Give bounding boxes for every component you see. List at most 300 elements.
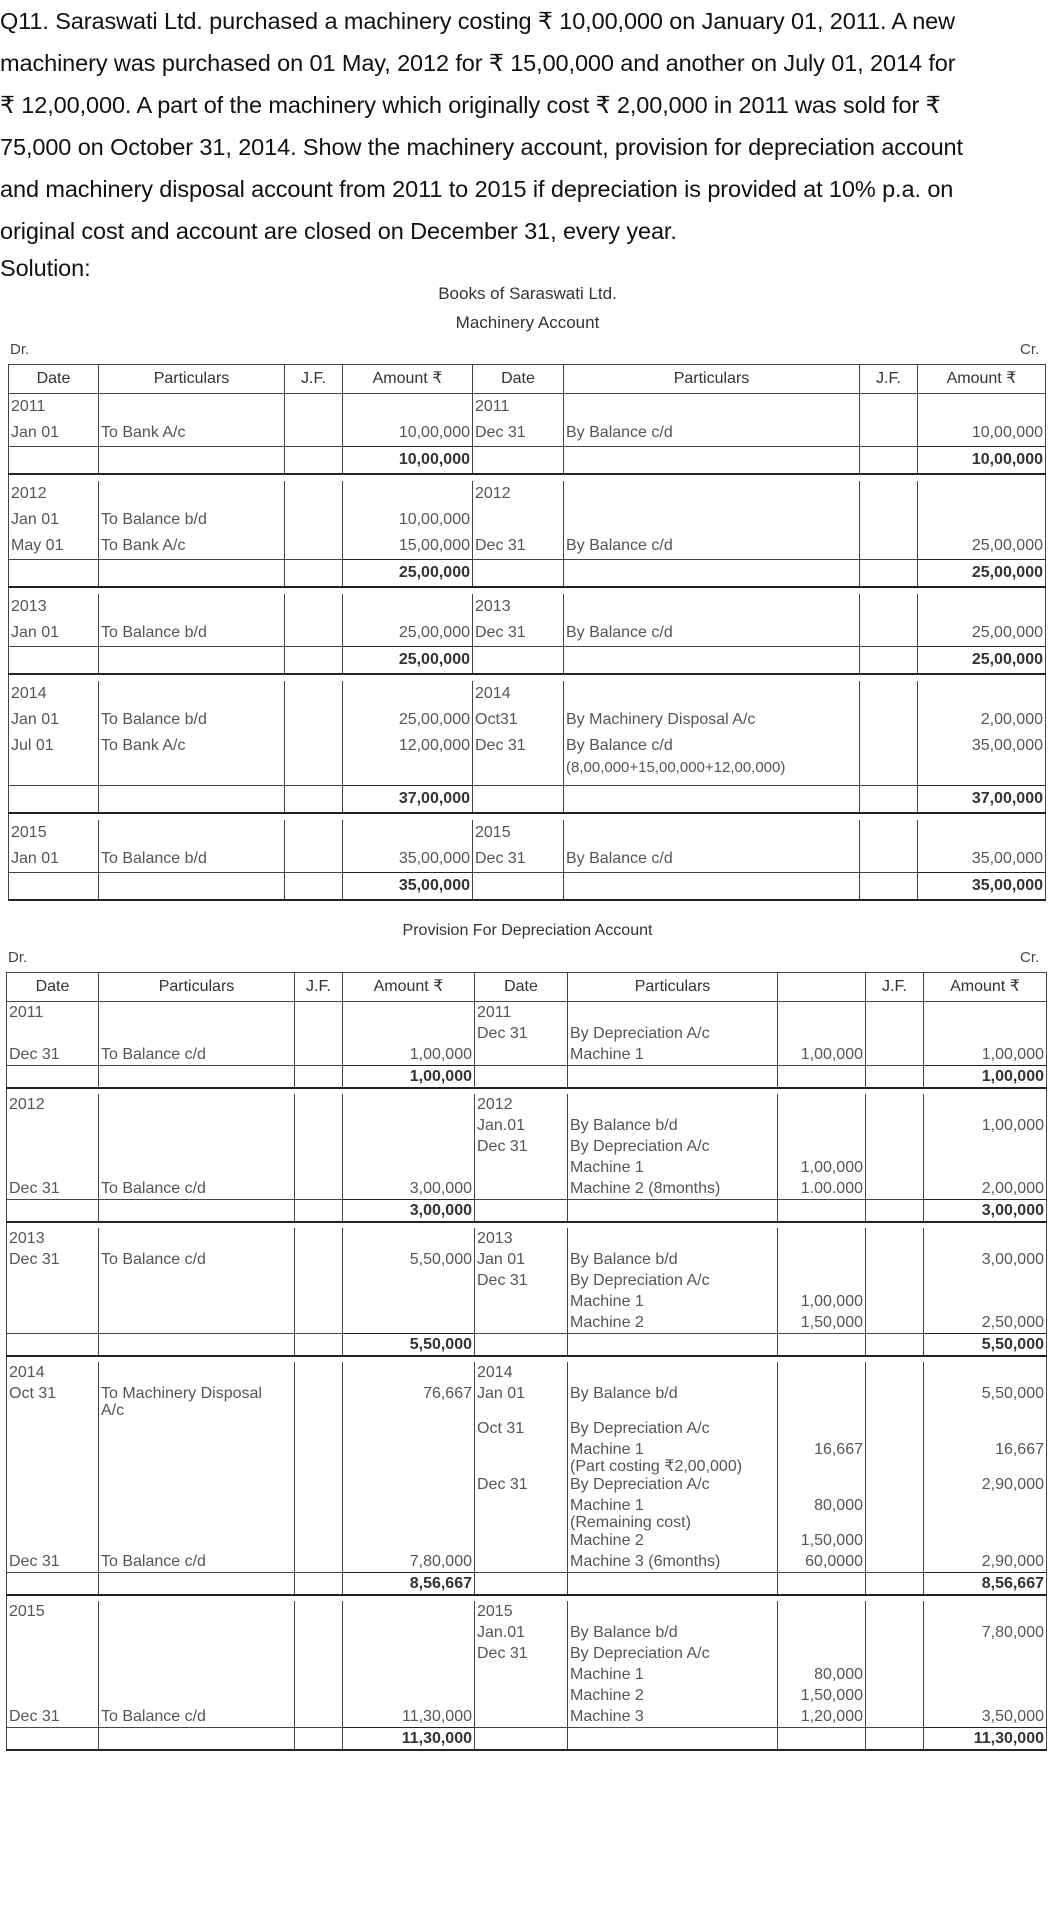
jf-cell <box>295 1115 343 1136</box>
amount-cell <box>343 1136 475 1157</box>
jf-cell <box>295 1249 343 1270</box>
total-amount-cell: 11,30,000 <box>343 1728 475 1751</box>
amount-cell: 16,667 <box>924 1439 1047 1460</box>
particulars-cell <box>99 1460 295 1474</box>
particulars-cell <box>564 820 860 846</box>
particulars-cell: To Balance c/d <box>99 1044 295 1066</box>
jf-cell <box>295 1516 343 1530</box>
jf-cell <box>866 1418 924 1439</box>
empty-cell <box>778 1334 866 1357</box>
header-particulars: Particulars <box>99 365 285 394</box>
header-amount: Amount ₹ <box>924 973 1047 1002</box>
particulars-cell: By Depreciation A/c <box>568 1023 778 1044</box>
empty-cell <box>568 1200 778 1223</box>
date-cell: 2012 <box>7 1094 99 1115</box>
particulars-cell <box>99 1664 295 1685</box>
empty-cell <box>285 647 343 675</box>
empty-cell <box>9 786 99 814</box>
total-amount-cell: 11,30,000 <box>924 1728 1047 1751</box>
jf-cell <box>866 1622 924 1643</box>
table-row <box>9 620 1046 647</box>
jf-cell <box>860 820 918 846</box>
sub-amount-cell <box>778 1418 866 1439</box>
gap-cell <box>9 813 1046 820</box>
question-text <box>0 0 1055 284</box>
particulars-cell <box>99 820 285 846</box>
date-cell: Dec 31 <box>7 1178 99 1200</box>
date-cell: Jan 01 <box>475 1249 568 1270</box>
spacer-cell <box>9 777 99 786</box>
table-row <box>9 733 1046 759</box>
particulars-cell: (8,00,000+15,00,000+12,00,000) <box>564 759 860 777</box>
total-amount-cell: 5,50,000 <box>924 1334 1047 1357</box>
empty-cell <box>778 1728 866 1751</box>
date-cell: Dec 31 <box>473 846 564 873</box>
particulars-cell <box>99 1228 295 1249</box>
total-row <box>9 647 1046 675</box>
jf-cell <box>866 1115 924 1136</box>
empty-cell <box>295 1573 343 1596</box>
provision-account-title: Provision For Depreciation Account <box>402 922 653 939</box>
machinery-account-title: Machinery Account <box>455 313 600 332</box>
jf-cell <box>285 820 343 846</box>
date-cell: Jan 01 <box>9 507 99 533</box>
header-jf: J.F. <box>285 365 343 394</box>
jf-cell <box>285 681 343 707</box>
amount-cell <box>343 1601 475 1622</box>
date-cell: Dec 31 <box>473 620 564 647</box>
particulars-cell <box>568 1362 778 1383</box>
date-cell <box>475 1530 568 1551</box>
jf-cell <box>295 1136 343 1157</box>
jf-cell <box>295 1685 343 1706</box>
amount-cell: 15,00,000 <box>343 533 473 560</box>
empty-cell <box>99 1066 295 1089</box>
amount-cell: 7,80,000 <box>343 1551 475 1573</box>
particulars-cell <box>99 1002 295 1024</box>
date-cell <box>473 759 564 777</box>
total-amount-cell: 8,56,667 <box>924 1573 1047 1596</box>
jf-cell <box>860 481 918 507</box>
sub-amount-cell: 1.00.000 <box>778 1178 866 1200</box>
date-cell <box>475 1706 568 1728</box>
particulars-cell: To Balance b/d <box>99 620 285 647</box>
table-row <box>9 533 1046 560</box>
spacer-cell <box>99 777 285 786</box>
empty-cell <box>99 786 285 814</box>
jf-cell <box>866 1551 924 1573</box>
header-particulars: Particulars <box>99 973 295 1002</box>
empty-cell <box>7 1334 99 1357</box>
solution-label: Solution: <box>0 255 91 281</box>
amount-cell <box>343 1685 475 1706</box>
amount-cell <box>924 1418 1047 1439</box>
table-row <box>9 707 1046 733</box>
amount-cell: 2,00,000 <box>924 1178 1047 1200</box>
header-date: Date <box>473 365 564 394</box>
particulars-cell <box>99 759 285 777</box>
particulars-cell: By Balance c/d <box>564 733 860 759</box>
amount-cell: 25,00,000 <box>918 620 1046 647</box>
header-jf: J.F. <box>860 365 918 394</box>
jf-cell <box>295 1291 343 1312</box>
particulars-cell: To Balance b/d <box>99 707 285 733</box>
question-line: original cost and account are closed on December 31, every year. <box>0 218 677 244</box>
gap-row <box>9 474 1046 481</box>
empty-cell <box>99 1573 295 1596</box>
total-row <box>7 1728 1047 1751</box>
jf-cell <box>295 1002 343 1024</box>
empty-cell <box>564 447 860 475</box>
table-row <box>7 1291 1047 1312</box>
particulars-cell: By Depreciation A/c <box>568 1474 778 1495</box>
particulars-cell: To Bank A/c <box>99 733 285 759</box>
gap-row <box>9 813 1046 820</box>
total-row <box>9 873 1046 901</box>
amount-cell <box>343 1270 475 1291</box>
particulars-cell <box>99 1530 295 1551</box>
amount-cell <box>924 1460 1047 1474</box>
total-amount-cell: 3,00,000 <box>343 1200 475 1223</box>
date-cell: Jan 01 <box>9 846 99 873</box>
empty-cell <box>285 560 343 588</box>
jf-cell <box>295 1474 343 1495</box>
amount-cell <box>343 594 473 620</box>
table-row <box>9 846 1046 873</box>
date-cell: 2012 <box>9 481 99 507</box>
date-cell <box>475 1178 568 1200</box>
amount-cell: 10,00,000 <box>918 420 1046 447</box>
jf-cell <box>866 1002 924 1024</box>
empty-cell <box>866 1728 924 1751</box>
particulars-cell: (Part costing ₹2,00,000) <box>568 1460 778 1474</box>
total-amount-cell: 25,00,000 <box>343 647 473 675</box>
jf-cell <box>866 1643 924 1664</box>
jf-cell <box>285 759 343 777</box>
particulars-cell: (Remaining cost) <box>568 1516 778 1530</box>
empty-cell <box>99 1334 295 1357</box>
sub-amount-cell: 80,000 <box>778 1495 866 1516</box>
table-row <box>7 1157 1047 1178</box>
empty-cell <box>866 1573 924 1596</box>
jf-cell <box>295 1157 343 1178</box>
amount-cell: 2,50,000 <box>924 1312 1047 1334</box>
amount-cell <box>343 820 473 846</box>
jf-cell <box>866 1249 924 1270</box>
jf-cell <box>866 1460 924 1474</box>
date-cell <box>7 1474 99 1495</box>
machinery-account-table <box>8 364 1046 901</box>
amount-cell <box>924 1643 1047 1664</box>
jf-cell <box>866 1291 924 1312</box>
table-row <box>9 507 1046 533</box>
date-cell <box>7 1664 99 1685</box>
amount-cell: 2,90,000 <box>924 1474 1047 1495</box>
jf-cell <box>860 594 918 620</box>
date-cell: 2013 <box>7 1228 99 1249</box>
amount-cell: 12,00,000 <box>343 733 473 759</box>
amount-cell <box>918 681 1046 707</box>
empty-cell <box>285 447 343 475</box>
jf-cell <box>295 1362 343 1383</box>
jf-cell <box>860 759 918 777</box>
header-jf: J.F. <box>866 973 924 1002</box>
sub-amount-cell: 1,50,000 <box>778 1530 866 1551</box>
date-cell: Dec 31 <box>473 733 564 759</box>
empty-cell <box>9 873 99 901</box>
date-cell: Jan 01 <box>9 420 99 447</box>
jf-cell <box>295 1495 343 1516</box>
empty-cell <box>568 1573 778 1596</box>
date-cell: Dec 31 <box>7 1249 99 1270</box>
amount-cell <box>924 1404 1047 1418</box>
empty-cell <box>860 560 918 588</box>
table-row <box>7 1439 1047 1460</box>
amount-cell: 3,00,000 <box>343 1178 475 1200</box>
table-row <box>9 820 1046 846</box>
amount-cell <box>924 1685 1047 1706</box>
date-cell <box>7 1685 99 1706</box>
jf-cell <box>860 420 918 447</box>
spacer-cell <box>473 777 564 786</box>
date-cell <box>7 1418 99 1439</box>
table-row <box>7 1474 1047 1495</box>
particulars-cell <box>99 1136 295 1157</box>
particulars-cell: Machine 2 <box>568 1530 778 1551</box>
date-cell <box>475 1685 568 1706</box>
table-row <box>9 681 1046 707</box>
table-row <box>7 1002 1047 1024</box>
provision-dr-label: Dr. <box>8 949 28 966</box>
table-row <box>7 1115 1047 1136</box>
date-cell <box>475 1495 568 1516</box>
header-date: Date <box>475 973 568 1002</box>
spacer-cell <box>564 777 860 786</box>
date-cell: May 01 <box>9 533 99 560</box>
sub-amount-cell <box>778 1460 866 1474</box>
amount-cell <box>343 1418 475 1439</box>
particulars-cell <box>99 1157 295 1178</box>
sub-amount-cell <box>778 1516 866 1530</box>
amount-cell <box>343 1474 475 1495</box>
empty-cell <box>295 1728 343 1751</box>
empty-cell <box>866 1200 924 1223</box>
date-cell <box>7 1516 99 1530</box>
jf-cell <box>866 1044 924 1066</box>
amount-cell: 10,00,000 <box>343 507 473 533</box>
date-cell <box>7 1622 99 1643</box>
header-sub-amount <box>778 973 866 1002</box>
jf-cell <box>295 1270 343 1291</box>
amount-cell <box>918 507 1046 533</box>
question-line: 75,000 on October 31, 2014. Show the machinery account, provision for depreciation account <box>0 134 963 160</box>
amount-cell <box>343 1312 475 1334</box>
total-row <box>9 786 1046 814</box>
jf-cell <box>866 1136 924 1157</box>
particulars-cell <box>564 394 860 421</box>
amount-cell: 25,00,000 <box>343 620 473 647</box>
amount-cell <box>343 759 473 777</box>
jf-cell <box>285 707 343 733</box>
amount-cell <box>343 1439 475 1460</box>
amount-cell: 1,00,000 <box>343 1044 475 1066</box>
amount-cell: 11,30,000 <box>343 1706 475 1728</box>
amount-cell <box>343 1460 475 1474</box>
jf-cell <box>866 1228 924 1249</box>
amount-cell <box>924 1023 1047 1044</box>
amount-cell <box>343 681 473 707</box>
jf-cell <box>866 1601 924 1622</box>
empty-cell <box>285 786 343 814</box>
date-cell: 2015 <box>473 820 564 846</box>
jf-cell <box>295 1664 343 1685</box>
date-cell: Jul 01 <box>9 733 99 759</box>
amount-cell: 3,00,000 <box>924 1249 1047 1270</box>
sub-amount-cell <box>778 1404 866 1418</box>
amount-cell <box>924 1094 1047 1115</box>
jf-cell <box>866 1530 924 1551</box>
date-cell: 2011 <box>475 1002 568 1024</box>
amount-cell: 5,50,000 <box>343 1249 475 1270</box>
jf-cell <box>866 1439 924 1460</box>
total-amount-cell: 10,00,000 <box>343 447 473 475</box>
sub-amount-cell <box>778 1249 866 1270</box>
particulars-cell <box>564 594 860 620</box>
table-row <box>7 1404 1047 1418</box>
jf-cell <box>295 1706 343 1728</box>
sub-amount-cell: 16,667 <box>778 1439 866 1460</box>
amount-cell <box>918 759 1046 777</box>
amount-cell: 76,667 <box>343 1383 475 1404</box>
particulars-cell: Machine 3 (6months) <box>568 1551 778 1573</box>
table-row <box>7 1136 1047 1157</box>
header-particulars: Particulars <box>568 973 778 1002</box>
date-cell <box>7 1136 99 1157</box>
question-line: Q11. Saraswati Ltd. purchased a machinery costing ₹ 10,00,000 on January 01, 2011. A new <box>0 8 956 34</box>
jf-cell <box>866 1706 924 1728</box>
jf-cell <box>285 733 343 759</box>
empty-cell <box>7 1573 99 1596</box>
amount-cell: 10,00,000 <box>343 420 473 447</box>
amount-cell <box>918 594 1046 620</box>
empty-cell <box>778 1573 866 1596</box>
jf-cell <box>860 533 918 560</box>
jf-cell <box>866 1270 924 1291</box>
date-cell: Jan.01 <box>475 1622 568 1643</box>
date-cell <box>475 1439 568 1460</box>
sub-amount-cell <box>778 1474 866 1495</box>
sub-amount-cell: 1,50,000 <box>778 1312 866 1334</box>
date-cell: Jan.01 <box>475 1115 568 1136</box>
particulars-cell <box>568 1601 778 1622</box>
question-line: and machinery disposal account from 2011 to 2015 if depreciation is provided at 10% p.a. on <box>0 176 954 202</box>
jf-cell <box>866 1474 924 1495</box>
header-amount: Amount ₹ <box>343 365 473 394</box>
table-row <box>7 1094 1047 1115</box>
empty-cell <box>778 1200 866 1223</box>
amount-cell <box>924 1157 1047 1178</box>
particulars-cell: To Balance c/d <box>99 1706 295 1728</box>
amount-cell: 2,90,000 <box>924 1551 1047 1573</box>
spacer-row <box>9 777 1046 786</box>
jf-cell <box>866 1383 924 1404</box>
question-line: machinery was purchased on 01 May, 2012 for ₹ 15,00,000 and another on July 01, 2014 for <box>0 50 956 76</box>
date-cell <box>475 1044 568 1066</box>
date-cell: 2012 <box>473 481 564 507</box>
date-cell: Dec 31 <box>475 1474 568 1495</box>
amount-cell <box>343 1495 475 1516</box>
empty-cell <box>99 873 285 901</box>
jf-cell <box>866 1404 924 1418</box>
empty-cell <box>568 1728 778 1751</box>
table-row <box>7 1044 1047 1066</box>
table-row <box>9 759 1046 777</box>
table-row <box>7 1460 1047 1474</box>
sub-amount-cell <box>778 1002 866 1024</box>
empty-cell <box>473 873 564 901</box>
particulars-cell <box>99 1643 295 1664</box>
header-amount: Amount ₹ <box>918 365 1046 394</box>
jf-cell <box>866 1664 924 1685</box>
sub-amount-cell <box>778 1228 866 1249</box>
date-cell: 2011 <box>9 394 99 421</box>
header-date: Date <box>7 973 99 1002</box>
table-row <box>7 1622 1047 1643</box>
particulars-cell: To Balance b/d <box>99 846 285 873</box>
particulars-cell: By Balance b/d <box>568 1622 778 1643</box>
particulars-cell <box>99 1312 295 1334</box>
jf-cell <box>295 1622 343 1643</box>
amount-cell: 1,00,000 <box>924 1115 1047 1136</box>
amount-cell: 35,00,000 <box>918 846 1046 873</box>
total-row <box>7 1334 1047 1357</box>
particulars-cell <box>99 1418 295 1439</box>
date-cell <box>7 1404 99 1418</box>
total-amount-cell: 25,00,000 <box>918 647 1046 675</box>
total-row <box>9 447 1046 475</box>
particulars-cell: Machine 1 <box>568 1044 778 1066</box>
jf-cell <box>285 846 343 873</box>
particulars-cell: By Depreciation A/c <box>568 1270 778 1291</box>
date-cell: Dec 31 <box>475 1270 568 1291</box>
table-row <box>7 1643 1047 1664</box>
date-cell: 2014 <box>9 681 99 707</box>
machinery-header-row <box>9 365 1046 394</box>
particulars-cell: By Depreciation A/c <box>568 1418 778 1439</box>
amount-cell <box>924 1530 1047 1551</box>
jf-cell <box>295 1178 343 1200</box>
jf-cell <box>295 1404 343 1418</box>
gap-row <box>9 674 1046 681</box>
total-amount-cell: 37,00,000 <box>918 786 1046 814</box>
date-cell <box>475 1312 568 1334</box>
jf-cell <box>295 1094 343 1115</box>
jf-cell <box>866 1312 924 1334</box>
amount-cell: 5,50,000 <box>924 1383 1047 1404</box>
date-cell <box>7 1439 99 1460</box>
provision-account-table <box>6 972 1047 1751</box>
jf-cell <box>860 846 918 873</box>
empty-cell <box>7 1200 99 1223</box>
particulars-cell: Machine 1 <box>568 1495 778 1516</box>
particulars-cell: Machine 2 (8months) <box>568 1178 778 1200</box>
particulars-cell: By Balance c/d <box>564 420 860 447</box>
amount-cell <box>924 1136 1047 1157</box>
jf-cell <box>860 620 918 647</box>
jf-cell <box>285 620 343 647</box>
empty-cell <box>475 1200 568 1223</box>
amount-cell <box>343 1622 475 1643</box>
